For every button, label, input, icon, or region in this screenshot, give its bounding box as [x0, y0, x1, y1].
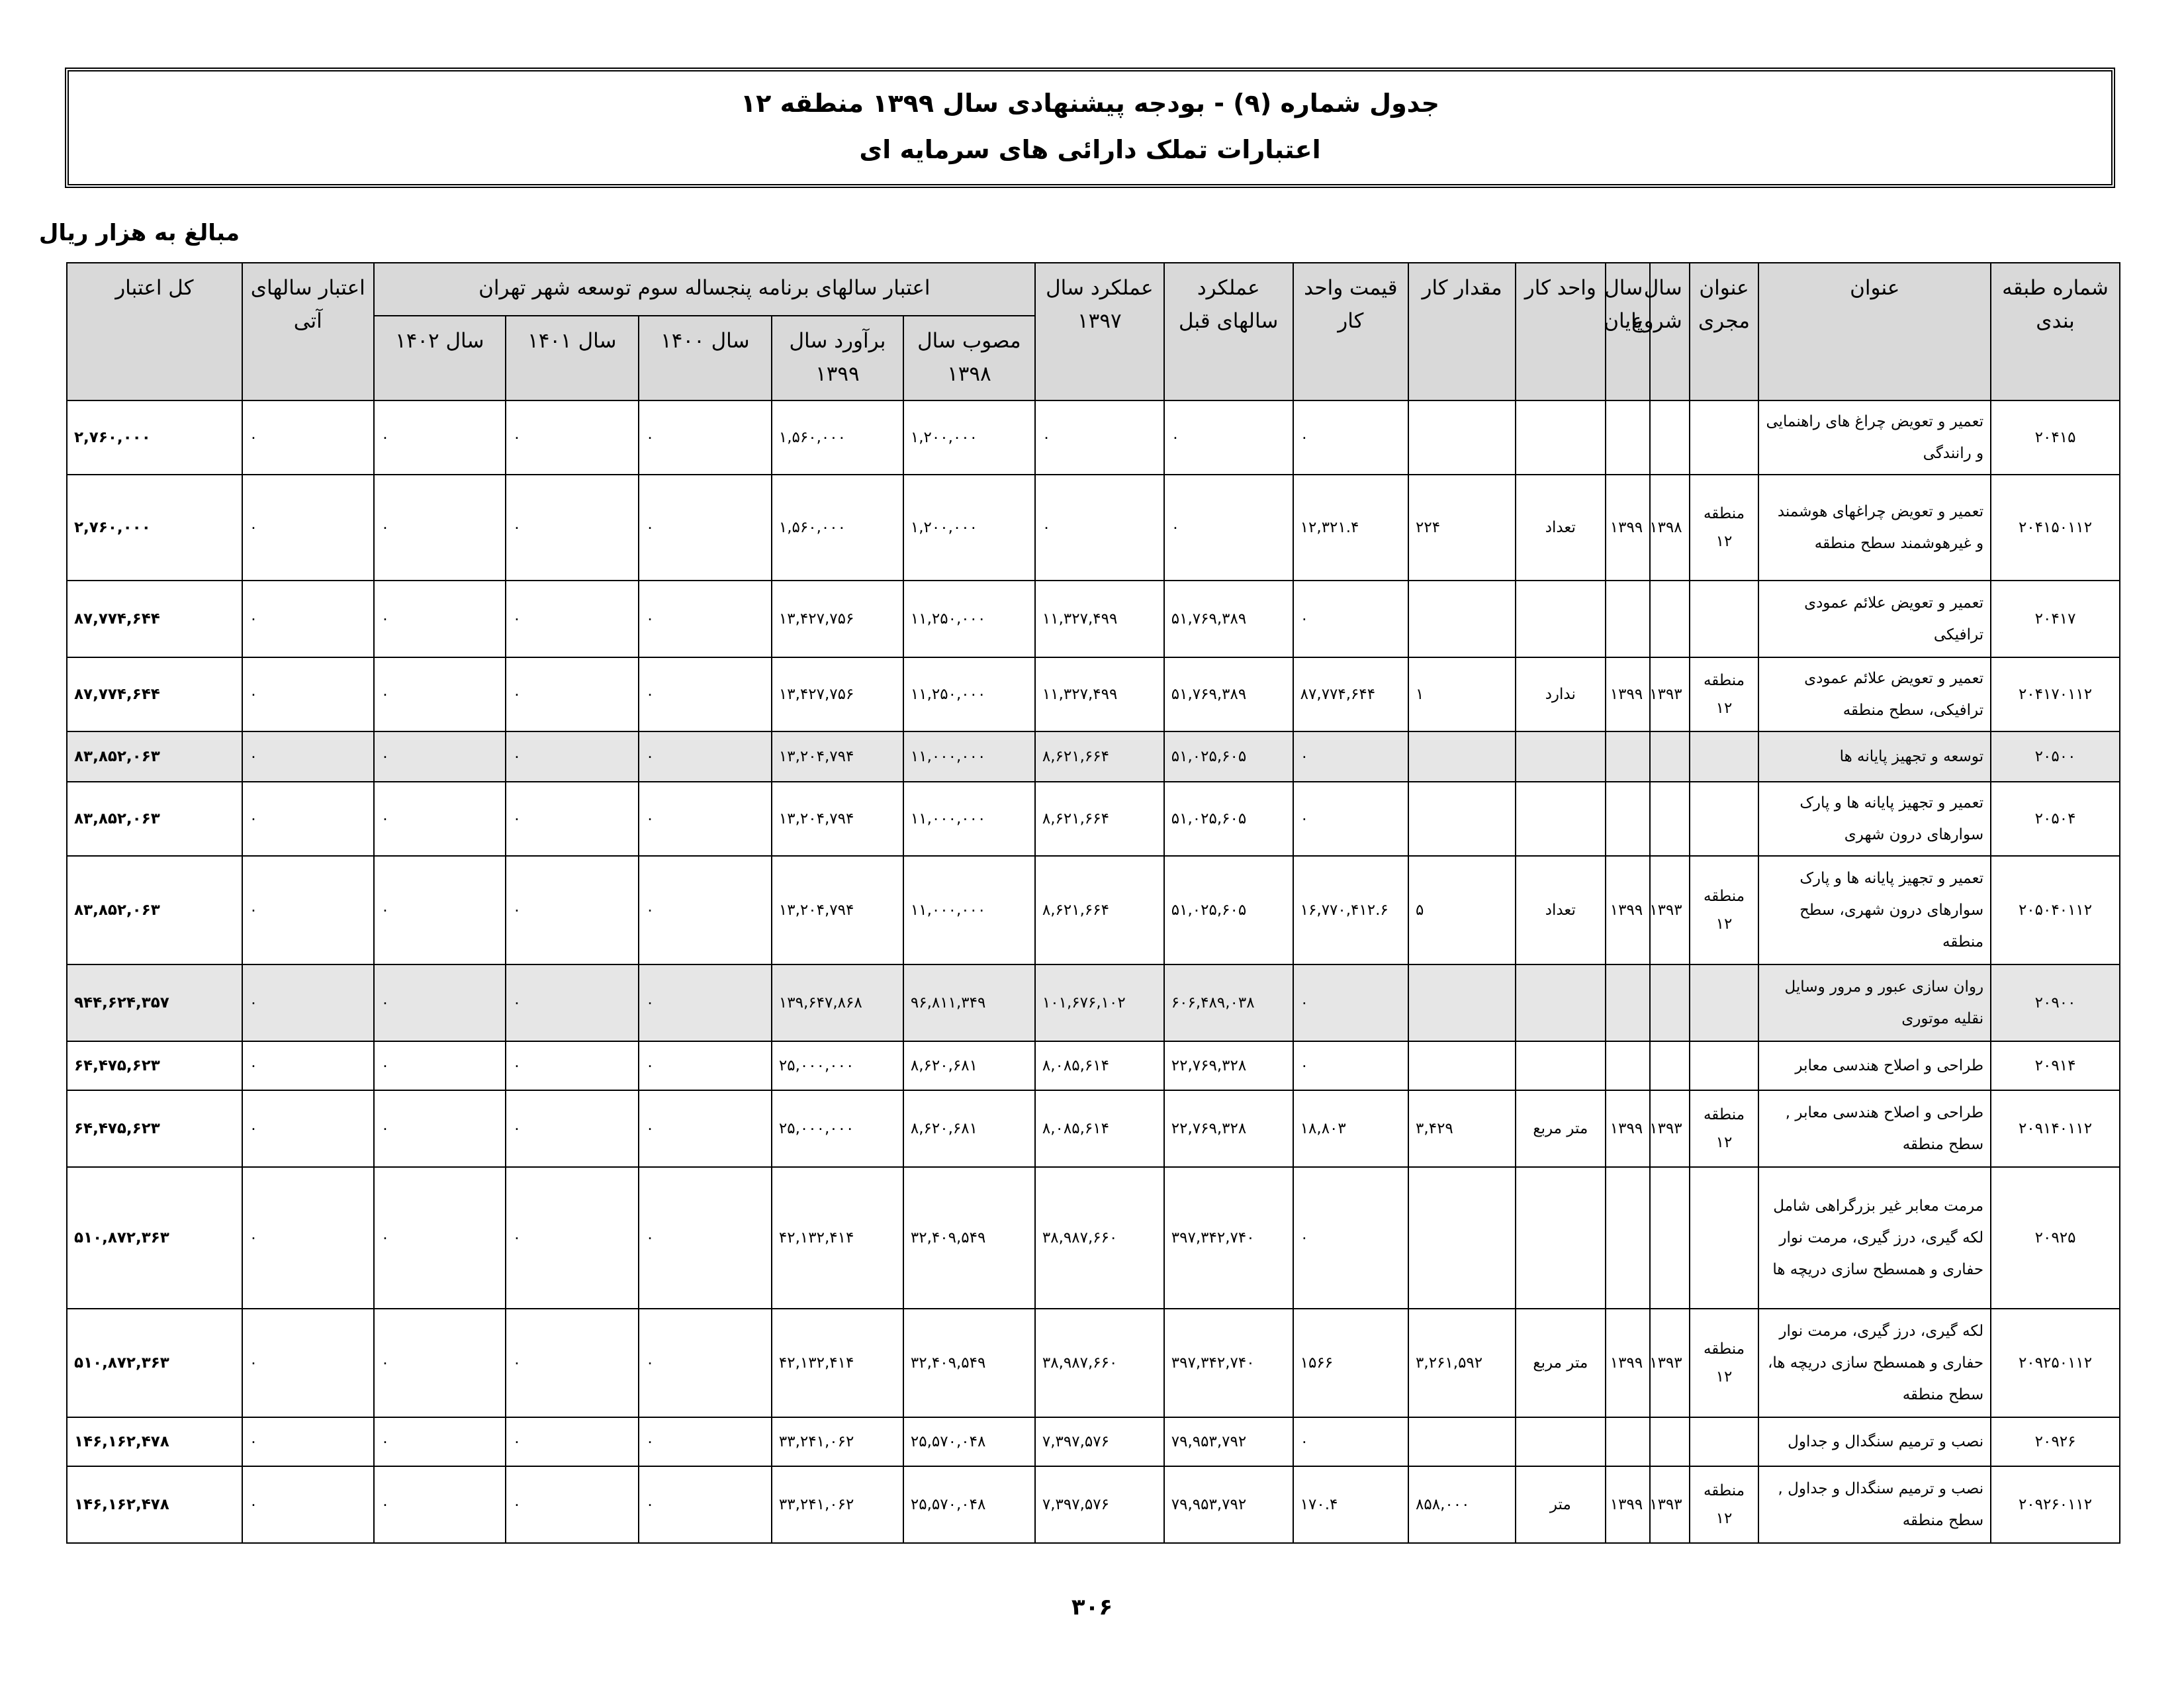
cell-future: ۰ [242, 1041, 374, 1090]
cell-1398: ۱,۲۰۰,۰۰۰ [903, 475, 1035, 581]
cell-executor: منطقه ۱۲ [1690, 856, 1759, 964]
cell-price: ۰ [1293, 964, 1408, 1041]
cell-1399: ۱۳,۲۰۴,۷۹۴ [772, 782, 903, 856]
cell-title: تعمیر و تجهیز پایانه ها و پارک سوارهای درون شهری [1758, 782, 1991, 856]
page-title: جدول شماره (۹) - بودجه پیشنهادی سال ۱۳۹۹ منطقه ۱۲ [740, 89, 1440, 118]
budget-table [66, 262, 2120, 1544]
cell-prev: ۵۱,۰۲۵,۶۰۵ [1164, 856, 1293, 964]
table-row [67, 1309, 2120, 1417]
title-box [65, 68, 2115, 188]
cell-executor: منطقه ۱۲ [1690, 1466, 1759, 1543]
cell-total: ۸۳,۸۵۲,۰۶۳ [67, 731, 242, 782]
col-1398: مصوب سال ۱۳۹۸ [903, 316, 1035, 400]
cell-title: تعمیر و تعویض چراغ های راهنمایی و رانندگی [1758, 400, 1991, 475]
cell-1400: ۰ [639, 1090, 772, 1167]
cell-future: ۰ [242, 581, 374, 657]
cell-1402: ۰ [374, 731, 506, 782]
cell-unit [1516, 731, 1605, 782]
cell-1402: ۰ [374, 1041, 506, 1090]
cell-prev: ۳۹۷,۳۴۲,۷۴۰ [1164, 1309, 1293, 1417]
cell-executor: منطقه ۱۲ [1690, 1309, 1759, 1417]
cell-future: ۰ [242, 1309, 374, 1417]
cell-1397: ۱۱,۳۲۷,۴۹۹ [1035, 581, 1164, 657]
cell-end: ۱۳۹۹ [1606, 856, 1651, 964]
cell-total: ۸۷,۷۷۴,۶۴۴ [67, 581, 242, 657]
cell-unit [1516, 1041, 1605, 1090]
cell-price: ۰ [1293, 1417, 1408, 1466]
cell-end [1606, 964, 1651, 1041]
col-price: قیمت واحد کار [1293, 263, 1408, 400]
cell-start [1650, 782, 1689, 856]
cell-1401: ۰ [506, 782, 639, 856]
cell-1399: ۱,۵۶۰,۰۰۰ [772, 475, 903, 581]
cell-start: ۱۳۹۳ [1650, 657, 1689, 731]
table-row [67, 400, 2120, 475]
cell-future: ۰ [242, 400, 374, 475]
cell-1402: ۰ [374, 1417, 506, 1466]
cell-1401: ۰ [506, 1090, 639, 1167]
cell-title: مرمت معابر غیر بزرگراهی شامل لکه گیری، درز گیری، مرمت نوار حفاری و همسطح سازی دریچه ها [1758, 1167, 1991, 1309]
table-row [67, 475, 2120, 581]
cell-1400: ۰ [639, 1466, 772, 1543]
cell-1398: ۱۱,۲۵۰,۰۰۰ [903, 657, 1035, 731]
cell-1402: ۰ [374, 964, 506, 1041]
cell-price: ۱۷۰.۴ [1293, 1466, 1408, 1543]
cell-code: ۲۰۹۲۵۰۱۱۲ [1991, 1309, 2120, 1417]
col-unit: واحد کار [1516, 263, 1605, 400]
cell-start [1650, 964, 1689, 1041]
cell-start: ۱۳۹۳ [1650, 1466, 1689, 1543]
cell-future: ۰ [242, 731, 374, 782]
cell-title: نصب و ترمیم سنگدال و جداول [1758, 1417, 1991, 1466]
cell-title: طراحی و اصلاح هندسی معابر , سطح منطقه [1758, 1090, 1991, 1167]
cell-future: ۰ [242, 964, 374, 1041]
cell-total: ۱۴۶,۱۶۲,۴۷۸ [67, 1466, 242, 1543]
table-row [67, 782, 2120, 856]
cell-executor [1690, 1167, 1759, 1309]
cell-code: ۲۰۵۰۰ [1991, 731, 2120, 782]
cell-end: ۱۳۹۹ [1606, 1466, 1651, 1543]
cell-future: ۰ [242, 1167, 374, 1309]
cell-prev: ۶۰۶,۴۸۹,۰۳۸ [1164, 964, 1293, 1041]
cell-1400: ۰ [639, 1041, 772, 1090]
cell-1398: ۲۵,۵۷۰,۰۴۸ [903, 1417, 1035, 1466]
col-1402: سال ۱۴۰۲ [374, 316, 506, 400]
cell-1397: ۸,۰۸۵,۶۱۴ [1035, 1041, 1164, 1090]
cell-future: ۰ [242, 782, 374, 856]
cell-1401: ۰ [506, 475, 639, 581]
cell-1401: ۰ [506, 581, 639, 657]
unit-note: مبالغ به هزار ریال [38, 220, 240, 246]
table-row [67, 657, 2120, 731]
cell-1397: ۰ [1035, 475, 1164, 581]
cell-title: تعمیر و تجهیز پایانه ها و پارک سوارهای درون شهری، سطح منطقه [1758, 856, 1991, 964]
cell-unit [1516, 964, 1605, 1041]
cell-1399: ۴۲,۱۳۲,۴۱۴ [772, 1309, 903, 1417]
cell-end: ۱۳۹۹ [1606, 475, 1651, 581]
cell-1400: ۰ [639, 856, 772, 964]
col-1399: برآورد سال ۱۳۹۹ [772, 316, 903, 400]
cell-unit [1516, 1167, 1605, 1309]
col-future: اعتبار سالهای آتی [242, 263, 374, 400]
col-prev-years: عملکرد سالهای قبل [1164, 263, 1293, 400]
table-row [67, 731, 2120, 782]
cell-1399: ۱۳,۴۲۷,۷۵۶ [772, 657, 903, 731]
cell-future: ۰ [242, 1466, 374, 1543]
cell-1397: ۳۸,۹۸۷,۶۶۰ [1035, 1309, 1164, 1417]
cell-1402: ۰ [374, 782, 506, 856]
cell-1398: ۳۲,۴۰۹,۵۴۹ [903, 1309, 1035, 1417]
cell-code: ۲۰۵۰۴۰۱۱۲ [1991, 856, 2120, 964]
cell-1399: ۳۳,۲۴۱,۰۶۲ [772, 1466, 903, 1543]
page-subtitle: اعتبارات تملک دارائی های سرمایه ای [859, 135, 1321, 164]
cell-executor [1690, 400, 1759, 475]
cell-qty [1408, 581, 1516, 657]
cell-1401: ۰ [506, 856, 639, 964]
cell-1401: ۰ [506, 731, 639, 782]
cell-1400: ۰ [639, 657, 772, 731]
cell-price: ۸۷,۷۷۴,۶۴۴ [1293, 657, 1408, 731]
cell-end [1606, 1417, 1651, 1466]
cell-1398: ۱۱,۰۰۰,۰۰۰ [903, 856, 1035, 964]
cell-1399: ۱۳,۲۰۴,۷۹۴ [772, 731, 903, 782]
cell-1400: ۰ [639, 964, 772, 1041]
cell-code: ۲۰۵۰۴ [1991, 782, 2120, 856]
cell-qty: ۲۲۴ [1408, 475, 1516, 581]
cell-executor [1690, 731, 1759, 782]
cell-code: ۲۰۹۱۴ [1991, 1041, 2120, 1090]
cell-end [1606, 1167, 1651, 1309]
cell-1401: ۰ [506, 1417, 639, 1466]
cell-1398: ۹۶,۸۱۱,۳۴۹ [903, 964, 1035, 1041]
cell-1399: ۱۳,۲۰۴,۷۹۴ [772, 856, 903, 964]
cell-qty: ۳,۲۶۱,۵۹۲ [1408, 1309, 1516, 1417]
cell-title: تعمیر و تعویض علائم عمودی ترافیکی [1758, 581, 1991, 657]
cell-total: ۵۱۰,۸۷۲,۳۶۳ [67, 1309, 242, 1417]
cell-prev: ۰ [1164, 475, 1293, 581]
cell-qty [1408, 964, 1516, 1041]
cell-title: روان سازی عبور و مرور وسایل نقلیه موتوری [1758, 964, 1991, 1041]
cell-executor: منطقه ۱۲ [1690, 1090, 1759, 1167]
cell-1402: ۰ [374, 1309, 506, 1417]
cell-prev: ۵۱,۷۶۹,۳۸۹ [1164, 581, 1293, 657]
cell-executor: منطقه ۱۲ [1690, 657, 1759, 731]
col-end: سال پایان [1606, 263, 1651, 400]
col-qty: مقدار کار [1408, 263, 1516, 400]
cell-executor [1690, 964, 1759, 1041]
cell-end [1606, 731, 1651, 782]
cell-1398: ۱۱,۰۰۰,۰۰۰ [903, 782, 1035, 856]
cell-start [1650, 1041, 1689, 1090]
cell-1402: ۰ [374, 581, 506, 657]
cell-price: ۰ [1293, 400, 1408, 475]
cell-prev: ۷۹,۹۵۳,۷۹۲ [1164, 1466, 1293, 1543]
cell-start: ۱۳۹۸ [1650, 475, 1689, 581]
cell-1397: ۸,۶۲۱,۶۶۴ [1035, 782, 1164, 856]
table-row [67, 964, 2120, 1041]
col-1401: سال ۱۴۰۱ [506, 316, 639, 400]
cell-1397: ۷,۳۹۷,۵۷۶ [1035, 1466, 1164, 1543]
cell-1398: ۲۵,۵۷۰,۰۴۸ [903, 1466, 1035, 1543]
cell-total: ۹۴۴,۶۲۴,۳۵۷ [67, 964, 242, 1041]
cell-unit: تعداد [1516, 475, 1605, 581]
cell-1399: ۲۵,۰۰۰,۰۰۰ [772, 1041, 903, 1090]
table-row [67, 1466, 2120, 1543]
cell-unit: ندارد [1516, 657, 1605, 731]
cell-code: ۲۰۴۱۵ [1991, 400, 2120, 475]
cell-1398: ۸,۶۲۰,۶۸۱ [903, 1041, 1035, 1090]
col-total: کل اعتبار [67, 263, 242, 400]
cell-price: ۱۲,۳۲۱.۴ [1293, 475, 1408, 581]
cell-1401: ۰ [506, 1466, 639, 1543]
cell-title: توسعه و تجهیز پایانه ها [1758, 731, 1991, 782]
cell-unit [1516, 782, 1605, 856]
cell-1401: ۰ [506, 1309, 639, 1417]
cell-price: ۱۶,۷۷۰,۴۱۲.۶ [1293, 856, 1408, 964]
cell-1398: ۱,۲۰۰,۰۰۰ [903, 400, 1035, 475]
cell-total: ۸۳,۸۵۲,۰۶۳ [67, 856, 242, 964]
cell-end [1606, 1041, 1651, 1090]
table-row [67, 1417, 2120, 1466]
cell-1402: ۰ [374, 1466, 506, 1543]
cell-total: ۸۷,۷۷۴,۶۴۴ [67, 657, 242, 731]
cell-prev: ۳۹۷,۳۴۲,۷۴۰ [1164, 1167, 1293, 1309]
cell-code: ۲۰۹۲۶ [1991, 1417, 2120, 1466]
cell-end: ۱۳۹۹ [1606, 1090, 1651, 1167]
cell-1397: ۳۸,۹۸۷,۶۶۰ [1035, 1167, 1164, 1309]
cell-executor [1690, 782, 1759, 856]
cell-total: ۵۱۰,۸۷۲,۳۶۳ [67, 1167, 242, 1309]
cell-qty: ۵ [1408, 856, 1516, 964]
cell-qty [1408, 1167, 1516, 1309]
cell-price: ۰ [1293, 581, 1408, 657]
cell-prev: ۰ [1164, 400, 1293, 475]
cell-prev: ۲۲,۷۶۹,۳۲۸ [1164, 1090, 1293, 1167]
cell-1400: ۰ [639, 475, 772, 581]
cell-prev: ۵۱,۷۶۹,۳۸۹ [1164, 657, 1293, 731]
cell-1400: ۰ [639, 400, 772, 475]
cell-price: ۰ [1293, 1041, 1408, 1090]
cell-price: ۰ [1293, 731, 1408, 782]
cell-1400: ۰ [639, 1309, 772, 1417]
cell-code: ۲۰۴۱۷ [1991, 581, 2120, 657]
cell-prev: ۲۲,۷۶۹,۳۲۸ [1164, 1041, 1293, 1090]
cell-start [1650, 581, 1689, 657]
cell-code: ۲۰۹۱۴۰۱۱۲ [1991, 1090, 2120, 1167]
cell-1401: ۰ [506, 1167, 639, 1309]
cell-unit [1516, 400, 1605, 475]
cell-qty [1408, 731, 1516, 782]
cell-1401: ۰ [506, 1041, 639, 1090]
cell-total: ۶۴,۴۷۵,۶۲۳ [67, 1041, 242, 1090]
cell-end: ۱۳۹۹ [1606, 1309, 1651, 1417]
col-executor: عنوان مجری [1690, 263, 1759, 400]
cell-unit: تعداد [1516, 856, 1605, 964]
cell-start: ۱۳۹۳ [1650, 856, 1689, 964]
cell-executor [1690, 1041, 1759, 1090]
cell-1397: ۷,۳۹۷,۵۷۶ [1035, 1417, 1164, 1466]
col-1397: عملکرد سال ۱۳۹۷ [1035, 263, 1164, 400]
cell-1401: ۰ [506, 400, 639, 475]
cell-qty [1408, 1417, 1516, 1466]
cell-future: ۰ [242, 657, 374, 731]
cell-future: ۰ [242, 856, 374, 964]
col-code: شماره طبقه بندی [1991, 263, 2120, 400]
cell-end [1606, 782, 1651, 856]
cell-future: ۰ [242, 1090, 374, 1167]
cell-future: ۰ [242, 475, 374, 581]
cell-1399: ۱۳۹,۶۴۷,۸۶۸ [772, 964, 903, 1041]
cell-code: ۲۰۹۲۵ [1991, 1167, 2120, 1309]
cell-1398: ۱۱,۲۵۰,۰۰۰ [903, 581, 1035, 657]
cell-1401: ۰ [506, 964, 639, 1041]
cell-unit [1516, 581, 1605, 657]
cell-title: تعمیر و تعویض چراغهای هوشمند و غیرهوشمند سطح منطقه [1758, 475, 1991, 581]
table-row [67, 1041, 2120, 1090]
table-row [67, 1167, 2120, 1309]
page-number: ۳۰۶ [1071, 1594, 1113, 1620]
cell-1402: ۰ [374, 856, 506, 964]
cell-1397: ۸,۰۸۵,۶۱۴ [1035, 1090, 1164, 1167]
cell-total: ۲,۷۶۰,۰۰۰ [67, 475, 242, 581]
cell-qty: ۸۵۸,۰۰۰ [1408, 1466, 1516, 1543]
cell-start: ۱۳۹۳ [1650, 1090, 1689, 1167]
cell-price: ۱۵۶۶ [1293, 1309, 1408, 1417]
col-plan-group: اعتبار سالهای برنامه پنجساله سوم توسعه شهر تهران [374, 263, 1035, 316]
cell-code: ۲۰۹۰۰ [1991, 964, 2120, 1041]
cell-1402: ۰ [374, 1167, 506, 1309]
cell-1398: ۱۱,۰۰۰,۰۰۰ [903, 731, 1035, 782]
cell-start: ۱۳۹۳ [1650, 1309, 1689, 1417]
cell-executor [1690, 581, 1759, 657]
table-row [67, 1090, 2120, 1167]
col-start: سال شروع [1650, 263, 1689, 400]
cell-title: تعمیر و تعویض علائم عمودی ترافیکی، سطح منطقه [1758, 657, 1991, 731]
cell-1397: ۸,۶۲۱,۶۶۴ [1035, 856, 1164, 964]
cell-1397: ۸,۶۲۱,۶۶۴ [1035, 731, 1164, 782]
cell-1398: ۸,۶۲۰,۶۸۱ [903, 1090, 1035, 1167]
cell-prev: ۷۹,۹۵۳,۷۹۲ [1164, 1417, 1293, 1466]
cell-prev: ۵۱,۰۲۵,۶۰۵ [1164, 782, 1293, 856]
cell-total: ۱۴۶,۱۶۲,۴۷۸ [67, 1417, 242, 1466]
cell-1402: ۰ [374, 475, 506, 581]
cell-qty: ۳,۴۲۹ [1408, 1090, 1516, 1167]
cell-start [1650, 1417, 1689, 1466]
cell-1400: ۰ [639, 731, 772, 782]
cell-qty: ۱ [1408, 657, 1516, 731]
table-row [67, 856, 2120, 964]
cell-price: ۱۸,۸۰۳ [1293, 1090, 1408, 1167]
cell-code: ۲۰۴۱۷۰۱۱۲ [1991, 657, 2120, 731]
cell-total: ۶۴,۴۷۵,۶۲۳ [67, 1090, 242, 1167]
cell-1399: ۲۵,۰۰۰,۰۰۰ [772, 1090, 903, 1167]
cell-start [1650, 1167, 1689, 1309]
cell-executor: منطقه ۱۲ [1690, 475, 1759, 581]
cell-future: ۰ [242, 1417, 374, 1466]
cell-1399: ۱,۵۶۰,۰۰۰ [772, 400, 903, 475]
cell-1402: ۰ [374, 400, 506, 475]
cell-code: ۲۰۹۲۶۰۱۱۲ [1991, 1466, 2120, 1543]
cell-price: ۰ [1293, 782, 1408, 856]
cell-price: ۰ [1293, 1167, 1408, 1309]
cell-qty [1408, 782, 1516, 856]
cell-1400: ۰ [639, 782, 772, 856]
cell-title: طراحی و اصلاح هندسی معابر [1758, 1041, 1991, 1090]
cell-1402: ۰ [374, 1090, 506, 1167]
cell-end: ۱۳۹۹ [1606, 657, 1651, 731]
cell-1397: ۱۱,۳۲۷,۴۹۹ [1035, 657, 1164, 731]
table-row [67, 581, 2120, 657]
cell-start [1650, 400, 1689, 475]
cell-qty [1408, 1041, 1516, 1090]
cell-unit: متر مربع [1516, 1309, 1605, 1417]
cell-1400: ۰ [639, 1417, 772, 1466]
cell-1399: ۴۲,۱۳۲,۴۱۴ [772, 1167, 903, 1309]
cell-code: ۲۰۴۱۵۰۱۱۲ [1991, 475, 2120, 581]
cell-1400: ۰ [639, 581, 772, 657]
col-title: عنوان [1758, 263, 1991, 400]
cell-1399: ۱۳,۴۲۷,۷۵۶ [772, 581, 903, 657]
cell-end [1606, 581, 1651, 657]
cell-1398: ۳۲,۴۰۹,۵۴۹ [903, 1167, 1035, 1309]
col-1400: سال ۱۴۰۰ [639, 316, 772, 400]
cell-qty [1408, 400, 1516, 475]
cell-end [1606, 400, 1651, 475]
cell-1401: ۰ [506, 657, 639, 731]
cell-start [1650, 731, 1689, 782]
cell-unit: متر [1516, 1466, 1605, 1543]
cell-prev: ۵۱,۰۲۵,۶۰۵ [1164, 731, 1293, 782]
cell-1399: ۳۳,۲۴۱,۰۶۲ [772, 1417, 903, 1466]
cell-total: ۲,۷۶۰,۰۰۰ [67, 400, 242, 475]
cell-total: ۸۳,۸۵۲,۰۶۳ [67, 782, 242, 856]
cell-1397: ۰ [1035, 400, 1164, 475]
cell-1402: ۰ [374, 657, 506, 731]
cell-1400: ۰ [639, 1167, 772, 1309]
cell-unit: متر مربع [1516, 1090, 1605, 1167]
cell-1397: ۱۰۱,۶۷۶,۱۰۲ [1035, 964, 1164, 1041]
cell-unit [1516, 1417, 1605, 1466]
cell-title: نصب و ترمیم سنگدال و جداول , سطح منطقه [1758, 1466, 1991, 1543]
cell-executor [1690, 1417, 1759, 1466]
cell-title: لکه گیری، درز گیری، مرمت نوار حفاری و همسطح سازی دریچه ها، سطح منطقه [1758, 1309, 1991, 1417]
